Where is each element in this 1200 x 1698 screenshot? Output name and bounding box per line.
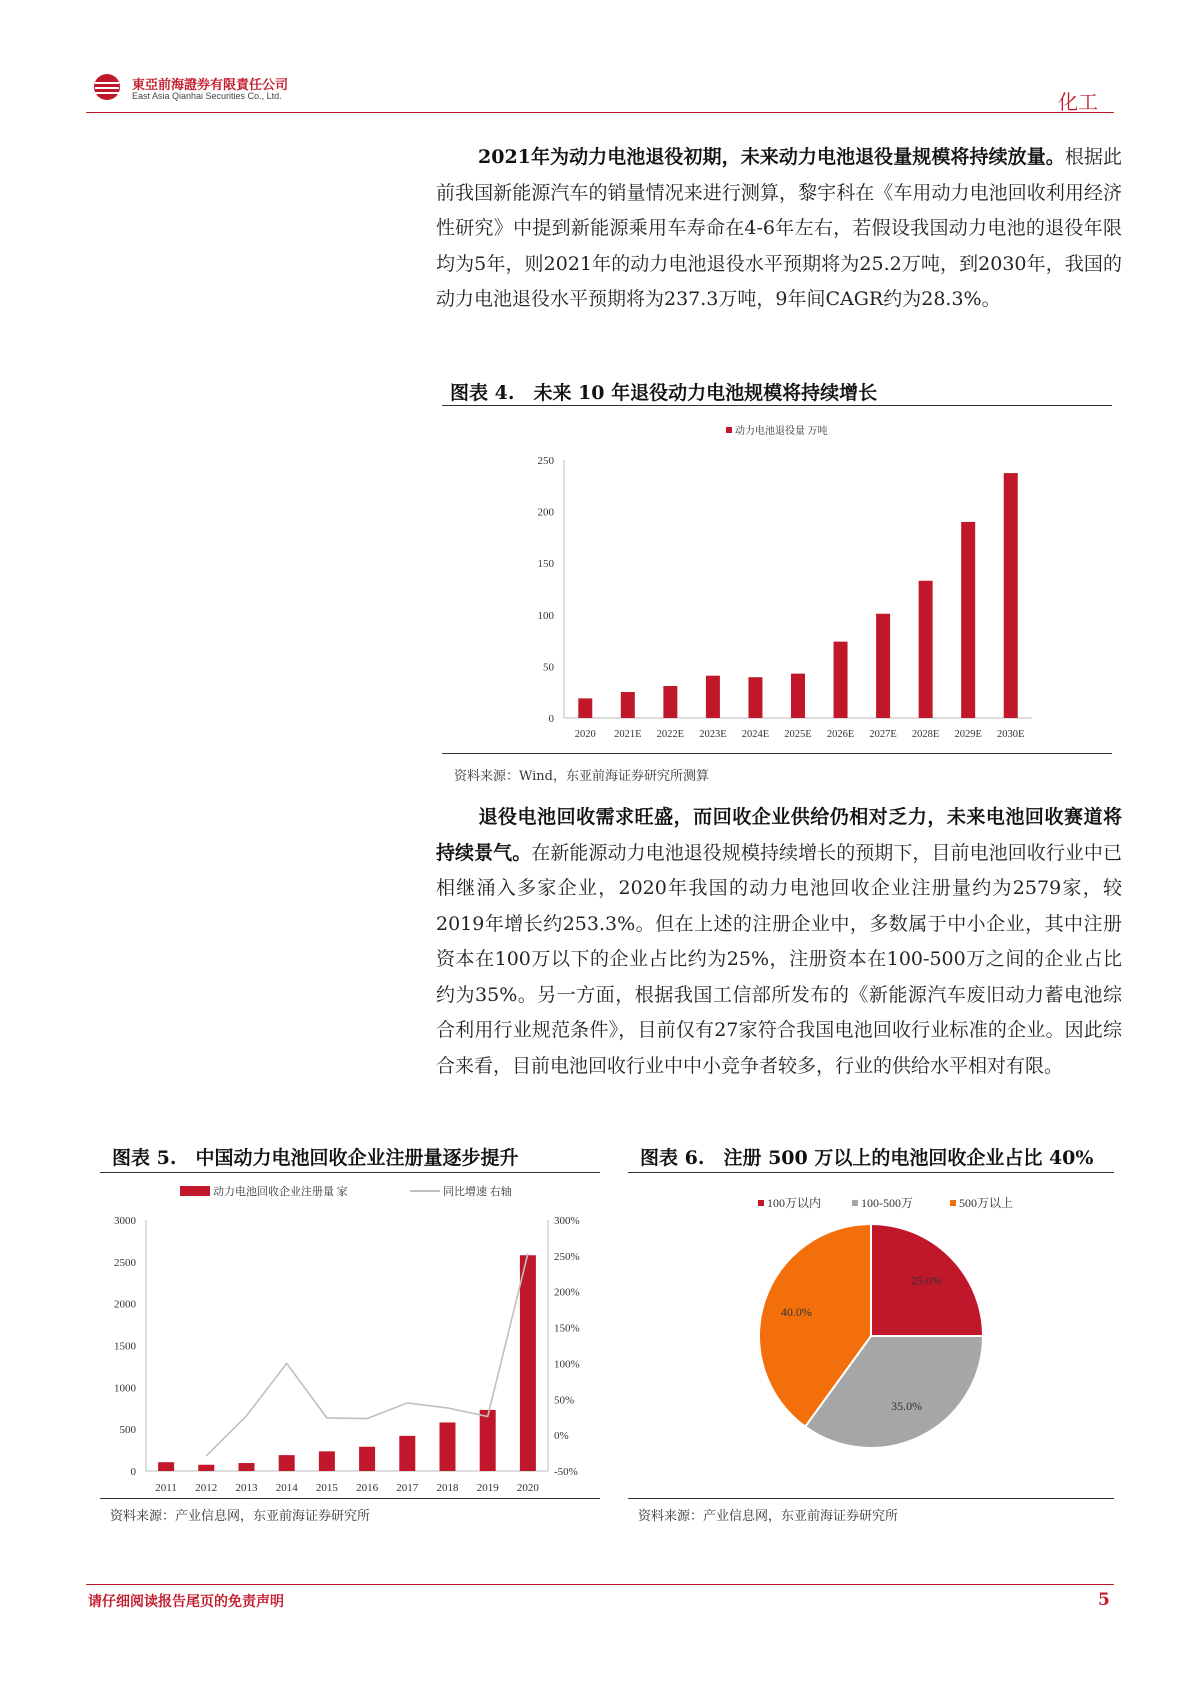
figure4-bottom-rule [442, 753, 1112, 754]
figure4-x-tick-label: 2026E [826, 729, 855, 740]
figure4-bar [919, 581, 933, 718]
figure4-bar [961, 522, 975, 718]
figure5-left-tick-label: 1000 [114, 1382, 136, 1395]
figure5-x-tick-label: 2017 [396, 1482, 419, 1494]
figure6-slice-label: 25.0% [910, 1273, 942, 1288]
section1-heading: 2021年为动力电池退役初期，未来动力电池退役量规模将持续放量。 [478, 146, 1065, 168]
figure4-x-tick-label: 2021E [614, 729, 642, 740]
figure5-title: 图表 5. 中国动力电池回收企业注册量逐步提升 [112, 1147, 519, 1169]
company-name-en: East Asia Qianhai Securities Co., Ltd. [132, 91, 282, 101]
page-number: 5 [1098, 1590, 1110, 1610]
company-logo-icon [92, 72, 122, 102]
figure4-bar [621, 692, 635, 718]
figure5-bar [359, 1447, 375, 1471]
figure4-source: 资料来源：Wind，东亚前海证券研究所测算 [454, 769, 709, 784]
figure4-x-tick-label: 2025E [784, 729, 812, 740]
section1-paragraph [436, 140, 1122, 318]
figure4-x-tick-label: 2024E [741, 729, 770, 740]
figure5-bar [440, 1422, 456, 1471]
figure6-bottom-rule [628, 1498, 1114, 1499]
section2-paragraph [436, 800, 1122, 1084]
figure5-bar [158, 1462, 174, 1471]
figure5-bar [198, 1465, 214, 1471]
figure4-x-tick-label: 2022E [656, 729, 685, 740]
figure5-x-tick-label: 2011 [155, 1482, 177, 1494]
figure5-bottom-rule [100, 1498, 600, 1499]
figure6-slice-label: 40.0% [780, 1304, 812, 1319]
figure6-top-rule [628, 1172, 1114, 1173]
figure4-bar [578, 698, 592, 718]
figure5-right-tick-label: 50% [554, 1394, 575, 1407]
figure4-y-tick-label: 50 [543, 661, 554, 674]
figure4-chart [442, 410, 1112, 750]
figure4-bar [748, 677, 762, 718]
figure5-x-tick-label: 2016 [356, 1482, 379, 1494]
figure4-x-tick-label: 2029E [954, 729, 982, 740]
figure4-y-tick-label: 200 [537, 506, 554, 519]
figure5-x-tick-label: 2012 [195, 1482, 218, 1494]
figure4-bar [876, 614, 890, 718]
figure5-x-tick-label: 2013 [235, 1482, 258, 1494]
figure4-bar [791, 674, 805, 718]
figure4-legend-swatch [726, 427, 732, 433]
figure5-bar [520, 1255, 536, 1471]
header-divider [86, 112, 1114, 113]
section1-body: 根据此前我国新能源汽车的销量情况来进行测算，黎宇科在《车用动力电池回收利用经济性研究》中提到新能源乘用车寿命在4-6年左右，若假设我国动力电池的退役年限均为5年，则2021年的动力电池退役水平预期将为25.2万吨，到2030年，我国的动力电池退役水平预期将为237.3万吨，9年间CAGR约为28.3%。 [436, 146, 1122, 310]
figure5-legend-bar-label: 动力电池回收企业注册量 家 [213, 1186, 348, 1198]
sector-label: 化工 [1058, 90, 1098, 114]
disclaimer-note: 请仔细阅读报告尾页的免责声明 [88, 1594, 284, 1610]
figure4-x-tick-label: 2020 [574, 729, 596, 740]
figure5-bar [279, 1455, 295, 1471]
figure5-left-tick-label: 3000 [114, 1215, 136, 1227]
figure5-x-tick-label: 2014 [275, 1482, 298, 1494]
figure4-y-tick-label: 100 [537, 609, 554, 622]
figure6-legend-label: 100万以内 [767, 1196, 822, 1210]
figure5-legend-line-label: 同比增速 右轴 [443, 1186, 512, 1198]
figure4-y-tick-label: 150 [537, 558, 554, 571]
figure4-bar [663, 686, 677, 718]
figure4-legend-label: 动力电池退役量 万吨 [735, 426, 828, 437]
figure6-source: 资料来源：产业信息网，东亚前海证券研究所 [638, 1509, 899, 1524]
figure6-title: 图表 6. 注册 500 万以上的电池回收企业占比 40% [640, 1147, 1094, 1169]
figure4-x-tick-label: 2028E [911, 729, 940, 740]
figure5-x-tick-label: 2018 [436, 1482, 459, 1494]
figure5-right-tick-label: 0% [554, 1430, 569, 1443]
figure5-left-tick-label: 2500 [114, 1256, 136, 1269]
figure5-right-tick-label: 200% [554, 1286, 580, 1299]
figure4-x-tick-label: 2027E [869, 729, 897, 740]
figure5-right-tick-label: 150% [554, 1322, 580, 1335]
figure5-right-tick-label: 300% [554, 1215, 580, 1227]
figure5-growth-line [206, 1254, 528, 1456]
figure5-legend-bar-swatch [180, 1186, 210, 1196]
figure4-bar [1004, 473, 1018, 718]
figure5-x-tick-label: 2019 [476, 1482, 499, 1494]
figure4-x-tick-label: 2030E [997, 729, 1025, 740]
section2-body: 在新能源动力电池退役规模持续增长的预期下，目前电池回收行业中已相继涌入多家企业，2020年我国的动力电池回收企业注册量约为2579家，较2019年增长约253.3%。但在上述的注册企业中，多数属于中小企业，其中注册资本在100万以下的企业占比约为25%，注册资本在100-500万之间的企业占比约为35%。另一方面，根据我国工信部所发布的《新能源汽车废旧动力蓄电池综合利用行业规范条件》，目前仅有27家符合我国电池回收行业标准的企业。因此综合来看，目前电池回收行业中中小竞争者较多，行业的供给水平相对有限。 [436, 841, 1122, 1077]
figure5-left-tick-label: 500 [119, 1424, 136, 1437]
figure4-top-rule [442, 405, 1112, 406]
figure5-chart [100, 1176, 600, 1496]
figure5-left-tick-label: 1500 [114, 1340, 136, 1353]
figure5-x-tick-label: 2015 [315, 1482, 338, 1494]
figure5-right-tick-label: 250% [554, 1250, 580, 1263]
section2-heading: 退役电池回收需求旺盛，而回收企业供给仍相对乏力，未来电池回收赛道将持续景气。 [436, 806, 1122, 864]
figure6-legend-swatch [950, 1200, 956, 1206]
figure5-bar [480, 1410, 496, 1471]
figure5-top-rule [100, 1172, 600, 1173]
footer-divider [86, 1584, 1114, 1585]
figure5-right-tick-label: 100% [554, 1358, 580, 1371]
figure5-bar [399, 1436, 415, 1471]
figure6-slice-label: 35.0% [891, 1398, 923, 1413]
figure5-x-tick-label: 2020 [516, 1482, 539, 1494]
figure6-legend-swatch [758, 1200, 764, 1206]
figure6-chart [628, 1176, 1114, 1496]
figure6-legend-label: 100-500万 [861, 1196, 913, 1210]
figure4-x-tick-label: 2023E [699, 729, 727, 740]
figure4-bar [706, 676, 720, 718]
figure5-left-tick-label: 0 [130, 1466, 136, 1478]
figure4-y-tick-label: 0 [548, 713, 554, 725]
company-name-cn: 東亞前海證券有限責任公司 [132, 78, 289, 93]
figure5-right-tick-label: -50% [554, 1466, 578, 1478]
figure4-y-tick-label: 250 [537, 455, 554, 467]
figure5-left-tick-label: 2000 [114, 1298, 136, 1311]
figure6-legend-swatch [852, 1200, 858, 1206]
figure5-bar [319, 1451, 335, 1471]
figure4-bar [834, 642, 848, 718]
figure6-legend-label: 500万以上 [959, 1196, 1014, 1210]
figure4-title: 图表 4. 未来 10 年退役动力电池规模将持续增长 [450, 382, 878, 404]
figure5-source: 资料来源：产业信息网，东亚前海证券研究所 [110, 1509, 371, 1524]
figure5-bar [239, 1463, 255, 1471]
